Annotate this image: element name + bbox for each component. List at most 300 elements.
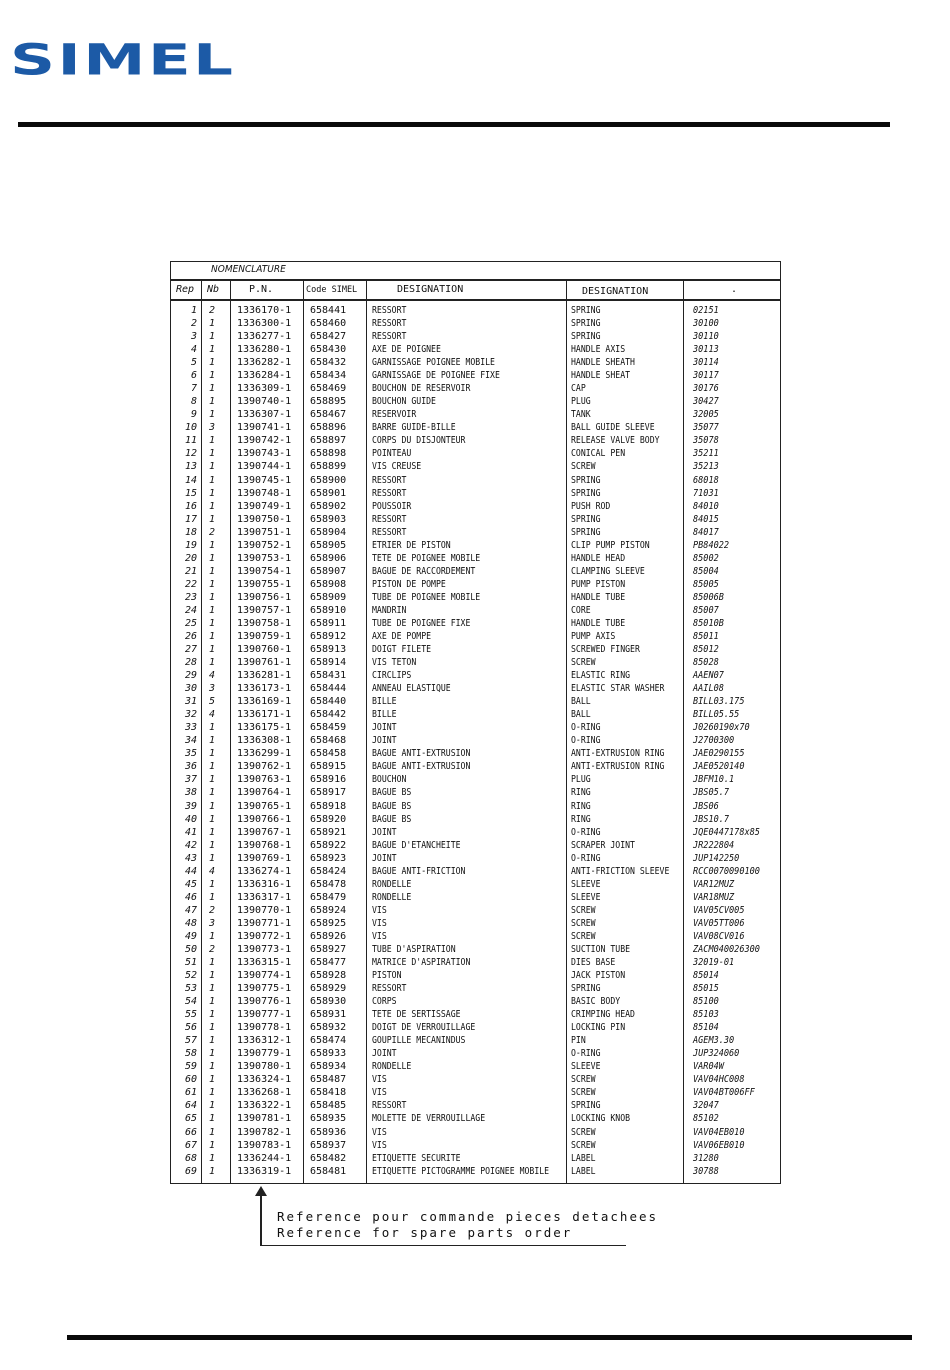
row-designation-fr: BILLE bbox=[372, 709, 397, 721]
row-reference: AGEM3.30 bbox=[693, 1035, 735, 1047]
row-nb: 4 bbox=[208, 670, 216, 682]
row-designation-en: ANTI-EXTRUSION RING bbox=[571, 761, 665, 773]
row-pn: 1336169-1 bbox=[237, 696, 292, 708]
row-designation-en: SCREW bbox=[571, 657, 596, 669]
row-designation-en: RELEASE VALVE BODY bbox=[571, 435, 660, 447]
table-row bbox=[171, 891, 780, 904]
row-code: 658920 bbox=[310, 813, 347, 825]
row-nb: 2 bbox=[208, 526, 216, 538]
row-rep: 58 bbox=[184, 1048, 197, 1060]
note-line-fr: Reference pour commande pieces detachees bbox=[277, 1209, 659, 1224]
row-designation-en: LABEL bbox=[571, 1165, 596, 1177]
row-pn: 1390778-1 bbox=[237, 1022, 292, 1034]
row-designation-en: SPRING bbox=[571, 526, 601, 538]
row-nb: 1 bbox=[208, 631, 216, 642]
row-nb: 1 bbox=[208, 787, 216, 799]
row-rep: 29 bbox=[184, 670, 197, 682]
header-designation-fr: DESIGNATION bbox=[397, 284, 464, 295]
row-pn: 1336281-1 bbox=[237, 670, 292, 682]
row-designation-fr: RESSORT bbox=[372, 983, 407, 995]
row-nb: 1 bbox=[208, 1074, 216, 1086]
row-designation-fr: BAGUE DE RACCORDEMENT bbox=[372, 565, 476, 577]
row-designation-en: O-RING bbox=[571, 852, 601, 864]
table-row bbox=[171, 1073, 780, 1086]
row-designation-en: ELASTIC STAR WASHER bbox=[571, 683, 665, 695]
row-designation-fr: RESSORT bbox=[372, 331, 407, 343]
row-nb: 1 bbox=[208, 983, 216, 995]
table-row bbox=[171, 773, 780, 786]
row-reference: 85102 bbox=[693, 1113, 719, 1125]
row-reference: 30113 bbox=[693, 344, 719, 356]
table-row bbox=[171, 852, 780, 865]
row-designation-en: BALL bbox=[571, 696, 591, 708]
row-reference: RCC0070090100 bbox=[693, 865, 760, 877]
row-designation-fr: VIS TETON bbox=[372, 657, 417, 669]
row-pn: 1336307-1 bbox=[237, 409, 292, 421]
row-code: 658931 bbox=[310, 1009, 347, 1021]
row-designation-en: TANK bbox=[571, 409, 591, 421]
header-bottom-rule bbox=[171, 299, 780, 301]
row-rep: 59 bbox=[184, 1061, 197, 1073]
row-designation-en: CONICAL PEN bbox=[571, 448, 626, 460]
row-rep: 10 bbox=[184, 422, 197, 434]
row-nb: 1 bbox=[208, 318, 216, 330]
row-reference: 85005 bbox=[693, 578, 719, 590]
table-row bbox=[171, 474, 780, 487]
row-pn: 1336268-1 bbox=[237, 1087, 292, 1099]
row-designation-fr: ETIQUETTE PICTOGRAMME POIGNEE MOBILE bbox=[372, 1165, 550, 1177]
row-pn: 1336173-1 bbox=[237, 683, 292, 695]
table-row bbox=[171, 343, 780, 356]
row-nb: 1 bbox=[208, 604, 216, 616]
row-designation-fr: BAGUE BS bbox=[372, 787, 412, 799]
header-rep: Rep bbox=[176, 284, 195, 295]
row-designation-fr: CIRCLIPS bbox=[372, 670, 412, 682]
row-pn: 1390758-1 bbox=[237, 617, 292, 629]
row-pn: 1390773-1 bbox=[237, 943, 292, 955]
row-rep: 64 bbox=[184, 1100, 197, 1112]
table-row bbox=[171, 656, 780, 669]
table-row bbox=[171, 382, 780, 395]
row-rep: 32 bbox=[184, 709, 197, 721]
row-code: 658911 bbox=[310, 617, 347, 629]
row-code: 658937 bbox=[310, 1139, 347, 1151]
row-designation-fr: RESSORT bbox=[372, 305, 407, 316]
row-reference: 32019-01 bbox=[693, 957, 735, 968]
row-rep: 69 bbox=[184, 1165, 197, 1177]
row-code: 658906 bbox=[310, 552, 347, 564]
row-nb: 1 bbox=[208, 448, 216, 460]
row-designation-fr: GOUPILLE MECANINDUS bbox=[372, 1035, 466, 1047]
row-reference: BILL03.175 bbox=[693, 696, 745, 708]
row-designation-fr: ANNEAU ELASTIQUE bbox=[372, 683, 451, 695]
row-reference: 85100 bbox=[693, 996, 719, 1008]
row-rep: 37 bbox=[184, 774, 197, 786]
row-designation-en: ANTI-EXTRUSION RING bbox=[571, 748, 665, 760]
table-row bbox=[171, 513, 780, 526]
row-rep: 48 bbox=[184, 917, 197, 929]
row-designation-en: CRIMPING HEAD bbox=[571, 1009, 635, 1021]
row-nb: 2 bbox=[208, 904, 216, 916]
table-row bbox=[171, 434, 780, 447]
table-row bbox=[171, 1099, 780, 1112]
row-reference: 30100 bbox=[693, 318, 719, 330]
row-pn: 1336319-1 bbox=[237, 1165, 292, 1177]
row-pn: 1390768-1 bbox=[237, 839, 292, 851]
row-designation-fr: BAGUE BS bbox=[372, 800, 412, 812]
row-rep: 21 bbox=[184, 565, 197, 577]
row-designation-en: RING bbox=[571, 800, 591, 812]
row-pn: 1390769-1 bbox=[237, 852, 292, 864]
row-pn: 1390763-1 bbox=[237, 774, 292, 786]
table-row bbox=[171, 617, 780, 630]
row-code: 658479 bbox=[310, 891, 347, 903]
row-pn: 1390753-1 bbox=[237, 552, 292, 564]
row-designation-fr: BOUCHON DE RESERVOIR bbox=[372, 383, 471, 395]
row-reference: 35078 bbox=[693, 435, 719, 447]
row-code: 658432 bbox=[310, 357, 347, 369]
table-row bbox=[171, 734, 780, 747]
row-nb: 1 bbox=[208, 383, 216, 395]
row-pn: 1336324-1 bbox=[237, 1074, 292, 1086]
row-nb: 1 bbox=[208, 474, 216, 486]
footer-rule bbox=[67, 1335, 912, 1340]
row-designation-en: RING bbox=[571, 813, 591, 825]
row-rep: 13 bbox=[184, 461, 197, 473]
row-pn: 1390775-1 bbox=[237, 983, 292, 995]
row-designation-en: BASIC BODY bbox=[571, 996, 621, 1008]
row-pn: 1390754-1 bbox=[237, 565, 292, 577]
row-reference: JQE0447178x85 bbox=[693, 826, 760, 838]
row-rep: 4 bbox=[190, 344, 197, 356]
row-rep: 56 bbox=[184, 1022, 197, 1034]
note-line-en: Reference for spare parts order bbox=[277, 1225, 573, 1240]
row-pn: 1390755-1 bbox=[237, 578, 292, 590]
row-code: 658903 bbox=[310, 513, 347, 525]
row-reference: VAV04HC008 bbox=[693, 1074, 745, 1086]
row-designation-fr: BOUCHON bbox=[372, 774, 407, 786]
row-designation-en: PLUG bbox=[571, 396, 591, 408]
row-code: 658914 bbox=[310, 657, 347, 669]
row-code: 658896 bbox=[310, 422, 347, 434]
row-nb: 1 bbox=[208, 878, 216, 890]
row-designation-fr: RESSORT bbox=[372, 318, 407, 330]
row-pn: 1336300-1 bbox=[237, 318, 292, 330]
row-code: 658444 bbox=[310, 683, 347, 695]
row-designation-en: PLUG bbox=[571, 774, 591, 786]
row-code: 658441 bbox=[310, 305, 347, 316]
row-designation-fr: DOIGT FILETE bbox=[372, 644, 432, 656]
row-nb: 1 bbox=[208, 1165, 216, 1177]
row-pn: 1336299-1 bbox=[237, 748, 292, 760]
row-designation-fr: MANDRIN bbox=[372, 604, 407, 616]
row-code: 658916 bbox=[310, 774, 347, 786]
row-code: 658936 bbox=[310, 1126, 347, 1138]
row-nb: 1 bbox=[208, 409, 216, 421]
row-nb: 1 bbox=[208, 500, 216, 512]
row-designation-fr: BILLE bbox=[372, 696, 397, 708]
row-rep: 46 bbox=[184, 891, 197, 903]
row-rep: 43 bbox=[184, 852, 197, 864]
row-code: 658923 bbox=[310, 852, 347, 864]
table-row bbox=[171, 421, 780, 434]
row-designation-fr: VIS bbox=[372, 1074, 387, 1086]
row-code: 658928 bbox=[310, 970, 347, 982]
row-rep: 9 bbox=[190, 409, 197, 421]
row-reference: 84010 bbox=[693, 500, 719, 512]
row-pn: 1390742-1 bbox=[237, 435, 292, 447]
row-pn: 1336277-1 bbox=[237, 331, 292, 343]
row-rep: 52 bbox=[184, 970, 197, 982]
header-code-simel: Code SIMEL bbox=[306, 285, 358, 295]
row-pn: 1390762-1 bbox=[237, 761, 292, 773]
row-designation-en: SPRING bbox=[571, 318, 601, 330]
row-designation-fr: MOLETTE DE VERROUILLAGE bbox=[372, 1113, 486, 1125]
row-nb: 1 bbox=[208, 331, 216, 343]
row-rep: 41 bbox=[184, 826, 197, 838]
row-pn: 1336274-1 bbox=[237, 865, 292, 877]
table-row bbox=[171, 408, 780, 421]
row-pn: 1390767-1 bbox=[237, 826, 292, 838]
row-designation-en: PUMP PISTON bbox=[571, 578, 626, 590]
row-nb: 1 bbox=[208, 1087, 216, 1099]
row-reference: 85104 bbox=[693, 1022, 719, 1034]
table-row bbox=[171, 630, 780, 643]
row-designation-en: LOCKING KNOB bbox=[571, 1113, 631, 1125]
row-nb: 2 bbox=[208, 943, 216, 955]
row-pn: 1336312-1 bbox=[237, 1035, 292, 1047]
row-designation-fr: RESSORT bbox=[372, 474, 407, 486]
row-nb: 1 bbox=[208, 996, 216, 1008]
table-row bbox=[171, 982, 780, 995]
row-nb: 1 bbox=[208, 617, 216, 629]
row-nb: 1 bbox=[208, 461, 216, 473]
row-designation-en: SPRING bbox=[571, 305, 601, 316]
table-row bbox=[171, 356, 780, 369]
row-nb: 1 bbox=[208, 1009, 216, 1021]
row-designation-fr: RESSORT bbox=[372, 487, 407, 499]
row-designation-en: SLEEVE bbox=[571, 891, 601, 903]
row-nb: 1 bbox=[208, 970, 216, 982]
table-row bbox=[171, 786, 780, 799]
table-row bbox=[171, 800, 780, 813]
row-designation-fr: BAGUE ANTI-EXTRUSION bbox=[372, 748, 471, 760]
row-designation-fr: VIS bbox=[372, 1139, 387, 1151]
row-rep: 20 bbox=[184, 552, 197, 564]
table-row bbox=[171, 526, 780, 539]
row-rep: 65 bbox=[184, 1113, 197, 1125]
row-nb: 3 bbox=[208, 422, 216, 434]
row-pn: 1390782-1 bbox=[237, 1126, 292, 1138]
row-rep: 47 bbox=[184, 904, 197, 916]
row-code: 658905 bbox=[310, 539, 347, 551]
row-code: 658933 bbox=[310, 1048, 347, 1060]
table-row bbox=[171, 539, 780, 552]
row-nb: 4 bbox=[208, 709, 216, 721]
row-designation-en: PUSH ROD bbox=[571, 500, 611, 512]
row-rep: 22 bbox=[184, 578, 197, 590]
row-rep: 45 bbox=[184, 878, 197, 890]
table-row bbox=[171, 643, 780, 656]
row-pn: 1390766-1 bbox=[237, 813, 292, 825]
row-code: 658482 bbox=[310, 1152, 347, 1164]
table-row bbox=[171, 813, 780, 826]
row-reference: JR222804 bbox=[693, 839, 735, 851]
row-rep: 55 bbox=[184, 1009, 197, 1021]
row-code: 658921 bbox=[310, 826, 347, 838]
row-rep: 35 bbox=[184, 748, 197, 760]
row-nb: 1 bbox=[208, 748, 216, 760]
row-rep: 16 bbox=[184, 500, 197, 512]
row-designation-fr: TETE DE SERTISSAGE bbox=[372, 1009, 461, 1021]
row-code: 658926 bbox=[310, 930, 347, 942]
row-reference: 30176 bbox=[693, 383, 719, 395]
row-designation-en: CLIP PUMP PISTON bbox=[571, 539, 650, 551]
row-code: 658418 bbox=[310, 1087, 347, 1099]
row-reference: JUP142250 bbox=[693, 852, 740, 864]
row-reference: 32005 bbox=[693, 409, 719, 421]
row-rep: 31 bbox=[184, 696, 197, 708]
row-nb: 5 bbox=[208, 696, 216, 708]
row-designation-fr: POINTEAU bbox=[372, 448, 412, 460]
row-designation-fr: RONDELLE bbox=[372, 891, 412, 903]
row-designation-en: LOCKING PIN bbox=[571, 1022, 626, 1034]
row-nb: 1 bbox=[208, 930, 216, 942]
row-code: 658469 bbox=[310, 383, 347, 395]
row-pn: 1390770-1 bbox=[237, 904, 292, 916]
row-designation-fr: JOINT bbox=[372, 735, 397, 747]
row-reference: VAV06EB010 bbox=[693, 1139, 745, 1151]
row-pn: 1336171-1 bbox=[237, 709, 292, 721]
row-nb: 1 bbox=[208, 722, 216, 734]
row-designation-fr: DOIGT DE VERROUILLAGE bbox=[372, 1022, 476, 1034]
row-pn: 1336322-1 bbox=[237, 1100, 292, 1112]
row-designation-en: SCRAPER JOINT bbox=[571, 839, 635, 851]
row-designation-fr: RESSORT bbox=[372, 526, 407, 538]
row-code: 658924 bbox=[310, 904, 347, 916]
row-reference: 35211 bbox=[693, 448, 719, 460]
row-nb: 1 bbox=[208, 1152, 216, 1164]
row-designation-fr: RONDELLE bbox=[372, 878, 412, 890]
row-rep: 44 bbox=[184, 865, 197, 877]
row-code: 658922 bbox=[310, 839, 347, 851]
row-pn: 1390780-1 bbox=[237, 1061, 292, 1073]
row-pn: 1390781-1 bbox=[237, 1113, 292, 1125]
row-reference: 85006B bbox=[693, 591, 724, 603]
row-designation-en: O-RING bbox=[571, 722, 601, 734]
row-rep: 61 bbox=[184, 1087, 197, 1099]
table-row bbox=[171, 969, 780, 982]
row-reference: 32047 bbox=[693, 1100, 719, 1112]
row-pn: 1336316-1 bbox=[237, 878, 292, 890]
row-designation-fr: CORPS bbox=[372, 996, 397, 1008]
row-rep: 40 bbox=[184, 813, 197, 825]
row-nb: 1 bbox=[208, 644, 216, 656]
table-row bbox=[171, 1021, 780, 1034]
row-code: 658430 bbox=[310, 344, 347, 356]
logo-text: SIMEL bbox=[10, 35, 236, 85]
row-code: 658927 bbox=[310, 943, 347, 955]
table-row bbox=[171, 995, 780, 1008]
row-pn: 1390752-1 bbox=[237, 539, 292, 551]
row-nb: 1 bbox=[208, 735, 216, 747]
row-designation-fr: JOINT bbox=[372, 1048, 397, 1060]
row-pn: 1336308-1 bbox=[237, 735, 292, 747]
row-designation-en: SPRING bbox=[571, 487, 601, 499]
row-reference: VAV08CV016 bbox=[693, 930, 745, 942]
table-row bbox=[171, 487, 780, 500]
row-code: 658904 bbox=[310, 526, 347, 538]
row-reference: JBS05.7 bbox=[693, 787, 730, 799]
table-row bbox=[171, 930, 780, 943]
table-row bbox=[171, 1152, 780, 1165]
table-row bbox=[171, 760, 780, 773]
table-row bbox=[171, 1165, 780, 1178]
row-reference: VAV05CV005 bbox=[693, 904, 745, 916]
row-code: 658907 bbox=[310, 565, 347, 577]
row-pn: 1390744-1 bbox=[237, 461, 292, 473]
row-designation-en: HANDLE SHEAT bbox=[571, 370, 631, 382]
row-designation-en: HANDLE SHEATH bbox=[571, 357, 635, 369]
row-reference: JUP324060 bbox=[693, 1048, 740, 1060]
row-nb: 1 bbox=[208, 396, 216, 408]
row-designation-en: SPRING bbox=[571, 513, 601, 525]
table-row bbox=[171, 552, 780, 565]
table-row bbox=[171, 917, 780, 930]
table-row bbox=[171, 578, 780, 591]
row-rep: 24 bbox=[184, 604, 197, 616]
row-nb: 1 bbox=[208, 487, 216, 499]
row-code: 658467 bbox=[310, 409, 347, 421]
row-code: 658918 bbox=[310, 800, 347, 812]
row-code: 658901 bbox=[310, 487, 347, 499]
row-rep: 23 bbox=[184, 591, 197, 603]
row-pn: 1390774-1 bbox=[237, 970, 292, 982]
table-row bbox=[171, 1086, 780, 1099]
row-code: 658909 bbox=[310, 591, 347, 603]
row-pn: 1336170-1 bbox=[237, 305, 292, 316]
row-rep: 54 bbox=[184, 996, 197, 1008]
row-pn: 1390751-1 bbox=[237, 526, 292, 538]
row-code: 658897 bbox=[310, 435, 347, 447]
row-nb: 1 bbox=[208, 513, 216, 525]
row-code: 658908 bbox=[310, 578, 347, 590]
table-row bbox=[171, 500, 780, 513]
row-designation-fr: TETE DE POIGNEE MOBILE bbox=[372, 552, 481, 564]
header-pn: P.N. bbox=[249, 284, 274, 295]
row-pn: 1390776-1 bbox=[237, 996, 292, 1008]
row-nb: 1 bbox=[208, 657, 216, 669]
row-code: 658431 bbox=[310, 670, 347, 682]
table-row bbox=[171, 604, 780, 617]
row-code: 658925 bbox=[310, 917, 347, 929]
row-code: 658478 bbox=[310, 878, 347, 890]
row-designation-fr: BAGUE D'ETANCHEITE bbox=[372, 839, 461, 851]
row-rep: 19 bbox=[184, 539, 197, 551]
row-code: 658913 bbox=[310, 644, 347, 656]
row-pn: 1336315-1 bbox=[237, 957, 292, 968]
row-pn: 1336244-1 bbox=[237, 1152, 292, 1164]
row-rep: 2 bbox=[190, 318, 197, 330]
row-rep: 50 bbox=[184, 943, 197, 955]
nomenclature-table bbox=[170, 261, 781, 1184]
row-designation-fr: VIS bbox=[372, 1126, 387, 1138]
row-nb: 1 bbox=[208, 891, 216, 903]
table-row bbox=[171, 1060, 780, 1073]
row-pn: 1390771-1 bbox=[237, 917, 292, 929]
row-designation-en: DIES BASE bbox=[571, 957, 616, 968]
row-code: 658487 bbox=[310, 1074, 347, 1086]
